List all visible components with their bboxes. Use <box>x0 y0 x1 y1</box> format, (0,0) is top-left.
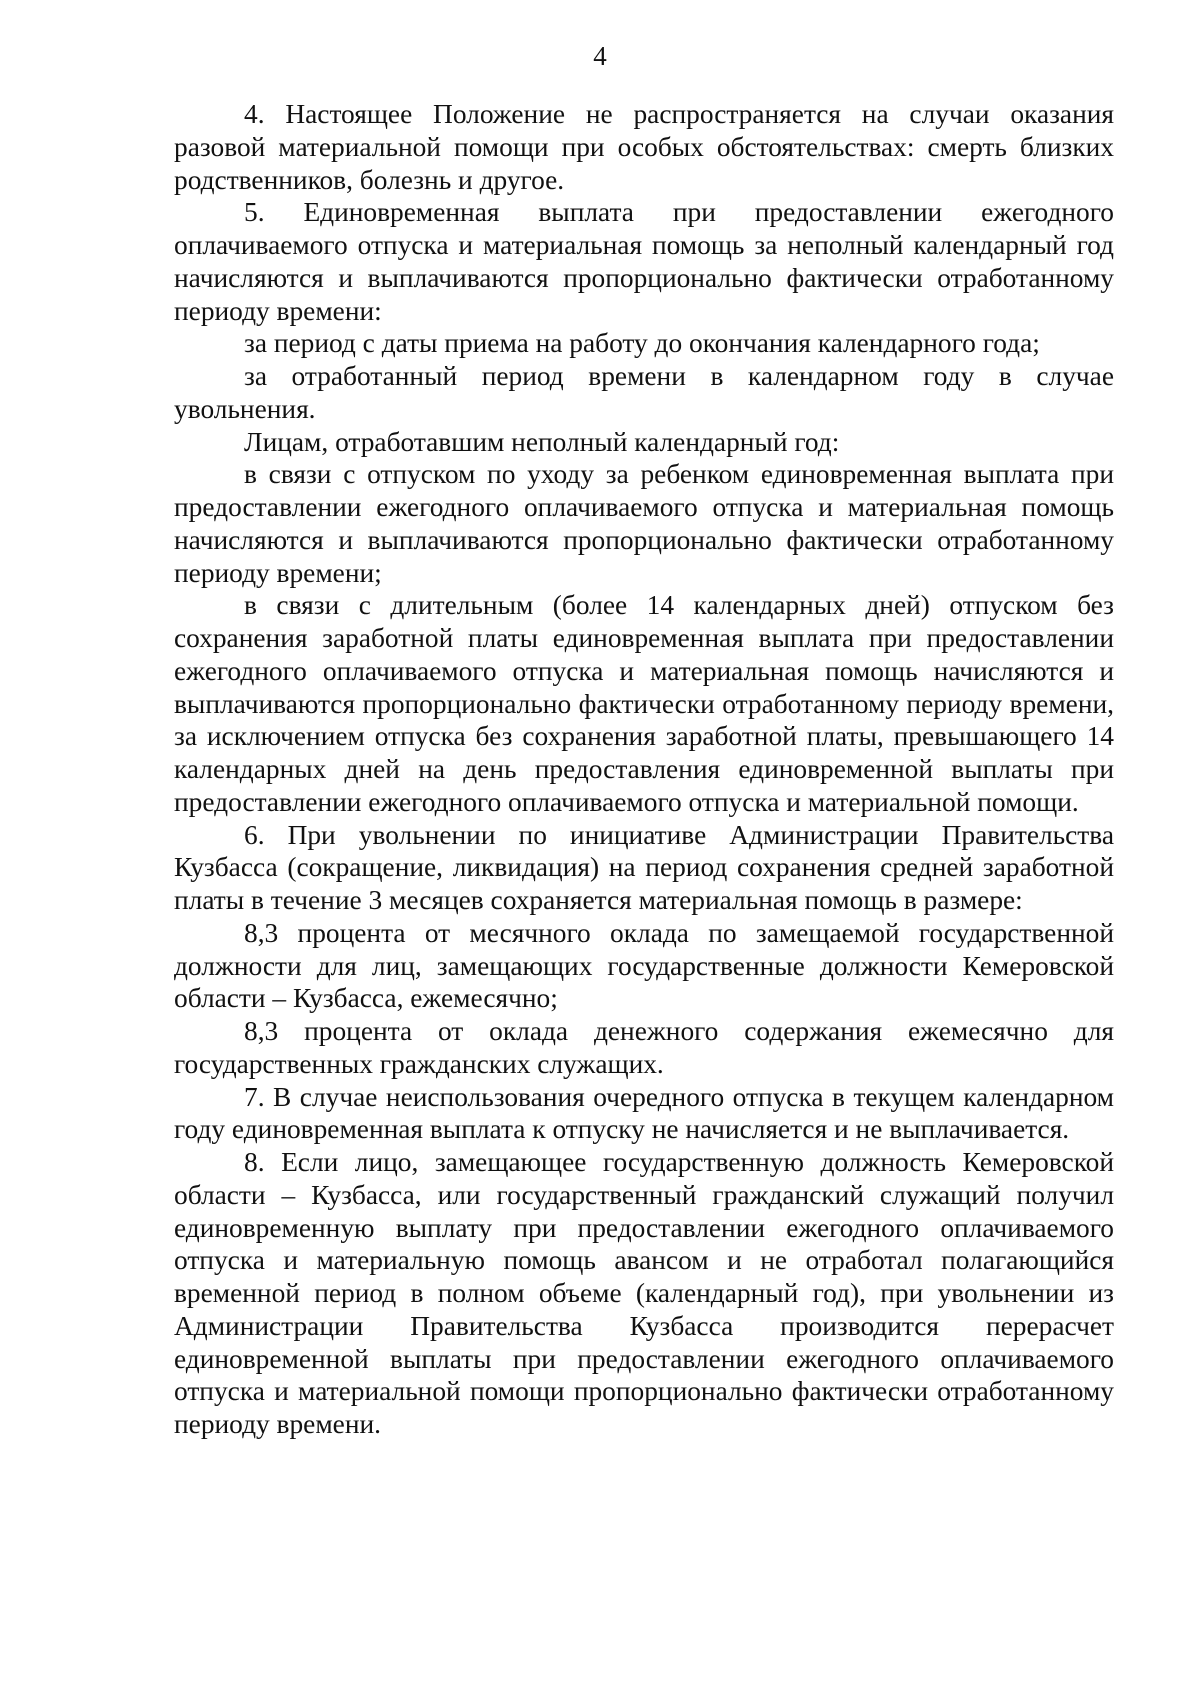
paragraph-unpaid-leave: в связи с длительным (более 14 календарных дней) отпуском без сохранения заработной платы единовременная выплата при предоставлении ежегодного оплачиваемого отпуска и материальная помощь начисляются и выплачиваются пропорционально фактически отработанному периоду времени, за исключением отпуска без сохранения заработной платы, превышающего 14 календарных дней на день предоставления единовременной выплаты при предоставлении ежегодного оплачиваемого отпуска и материальной помощи. <box>174 590 1114 817</box>
paragraph-partial-year-intro: Лицам, отработавшим неполный календарный год: <box>244 426 840 457</box>
paragraph-clause-8: 8. Если лицо, замещающее государственную должность Кемеровской области – Кузбасса, или государственный гражданский служащий получил единовременную выплату при предоставлении ежегодного оплачиваемого отпуска и материальную помощь авансом и не отработал полагающийся временной период в полном объеме (календарный год), при увольнении из Администрации Правительства Кузбасса производится перерасчет единовременной выплаты при предоставлении ежегодного оплачиваемого отпуска и материальной помощи пропорционально фактически отработанному периоду времени. <box>174 1147 1114 1439</box>
paragraph-rate-civil-servants: 8,3 процента от оклада денежного содержания ежемесячно для государственных гражданских служащих. <box>174 1016 1114 1079</box>
paragraph-clause-7: 7. В случае неиспользования очередного отпуска в текущем календарном году единовременная выплата к отпуску не начисляется и не выплачивается. <box>174 1081 1114 1145</box>
page-number: 4 <box>593 41 607 71</box>
paragraph-clause-6: 6. При увольнении по инициативе Администрации Правительства Кузбасса (сокращение, ликвидация) на период сохранения средней заработной платы в течение 3 месяцев сохраняется материальная помощь в размере: <box>174 819 1114 915</box>
paragraph-rate-officials: 8,3 процента от месячного оклада по замещаемой государственной должности для лиц, замещающих государственные должности Кемеровской области – Кузбасса, ежемесячно; <box>174 917 1114 1014</box>
document-body <box>174 98 1114 1441</box>
paragraph-clause-5: 5. Единовременная выплата при предоставлении ежегодного оплачиваемого отпуска и материальная помощь за неполный календарный год начисляются и выплачиваются пропорционально фактически отработанному периоду времени: <box>174 197 1114 326</box>
paragraph-dismissal-period: за отработанный период времени в календарном году в случае увольнения. <box>174 361 1114 424</box>
paragraph-childcare-leave: в связи с отпуском по уходу за ребенком единовременная выплата при предоставлении ежегодного оплачиваемого отпуска и материальная помощь начисляются и выплачиваются пропорционально фактически отработанному периоду времени; <box>174 459 1114 588</box>
paragraph-clause-4: 4. Настоящее Положение не распространяется на случаи оказания разовой материальной помощи при особых обстоятельствах: смерть близких родственников, болезнь и другое. <box>174 99 1114 195</box>
paragraph-hire-period: за период с даты приема на работу до окончания календарного года; <box>244 328 1040 359</box>
